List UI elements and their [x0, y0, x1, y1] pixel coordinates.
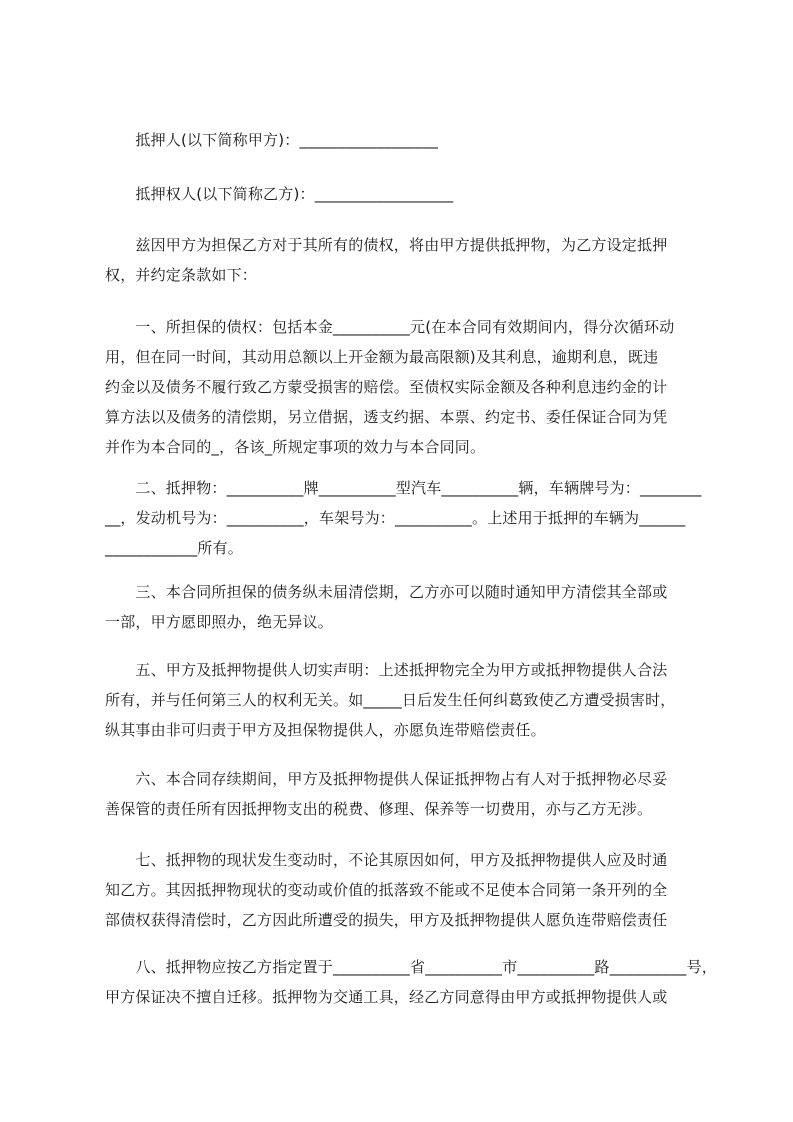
text-line: 兹因甲方为担保乙方对于其所有的债权，将由甲方提供抵押物，为乙方设定抵押 — [105, 236, 668, 254]
clause-5-paragraph — [105, 655, 705, 745]
text-line: 二、抵押物：__________牌__________型汽车__________辆，车辆牌号为：________ — [105, 479, 702, 497]
text-line: 纵其事由非可归责于甲方及担保物提供人，亦愿负连带赔偿责任。 — [105, 721, 546, 739]
text-line: 甲方保证决不擅自迁移。抵押物为交通工具，经乙方同意得由甲方或抵押物提供人或 — [105, 988, 668, 1006]
clause-8-paragraph — [105, 952, 718, 1012]
text-line: 用，但在同一时间，其动用总额以上开金额为最高限额)及其利息，逾期利息，既违 — [105, 348, 659, 366]
text-line: 权，并约定条款如下： — [105, 266, 258, 284]
clause-2-paragraph — [105, 473, 705, 563]
text-line: 抵押人(以下简称甲方)：__________________ — [105, 131, 439, 149]
text-line: 一、所担保的债权：包括本金__________元(在本合同有效期间内，得分次循环动 — [105, 318, 675, 336]
pledgee-line — [105, 179, 705, 209]
text-line: 抵押权人(以下简称乙方)：__________________ — [105, 185, 454, 203]
text-line: 所有，并与任何第三人的权利无关。如_____日后发生任何纠葛致使乙方遭受损害时， — [105, 691, 676, 709]
clause-6-paragraph — [105, 764, 705, 824]
text-line: 六、本合同存续期间，甲方及抵押物提供人保证抵押物占有人对于抵押物必尽妥 — [105, 770, 668, 788]
text-line: 八、抵押物应按乙方指定置于__________省__________市__________路__________号， — [105, 958, 718, 976]
text-line: 部债权获得清偿时，乙方因此所遭受的损失，甲方及抵押物提供人愿负连带赔偿责任 — [105, 911, 668, 929]
text-line: 约金以及债务不履行致乙方蒙受损害的赔偿。至债权实际金额及各种利息违约金的计 — [105, 378, 668, 396]
pledgor-line — [105, 125, 705, 155]
clause-3-paragraph — [105, 577, 705, 637]
text-line: 五、甲方及抵押物提供人切实声明：上述抵押物完全为甲方或抵押物提供人合法 — [105, 661, 668, 679]
clause-1-paragraph — [105, 312, 705, 462]
text-line: 善保管的责任所有因抵押物支出的税费、修理、保养等一切费用，亦与乙方无涉。 — [105, 800, 653, 818]
intro-paragraph — [105, 230, 705, 290]
text-line: 七、抵押物的现状发生变动时，不论其原因如何，甲方及抵押物提供人应及时通 — [105, 851, 668, 869]
text-line: 算方法以及债务的清偿期，另立借据，透支约据、本票、约定书、委任保证合同为凭 — [105, 408, 668, 426]
clause-7-paragraph — [105, 845, 705, 935]
text-line: __，发动机号为：__________，车架号为：__________。上述用于抵押的车辆为______ — [105, 509, 686, 527]
text-line: ____________所有。 — [105, 539, 244, 557]
text-line: 一部，甲方愿即照办，绝无异议。 — [105, 613, 334, 631]
text-line: 并作为本合同的_，各该_所规定事项的效力与本合同同。 — [105, 438, 486, 456]
text-line: 三、本合同所担保的债务纵未届清偿期，乙方亦可以随时通知甲方清偿其全部或 — [105, 583, 668, 601]
text-line: 知乙方。其因抵押物现状的变动或价值的抵落致不能或不足使本合同第一条开列的全 — [105, 881, 668, 899]
